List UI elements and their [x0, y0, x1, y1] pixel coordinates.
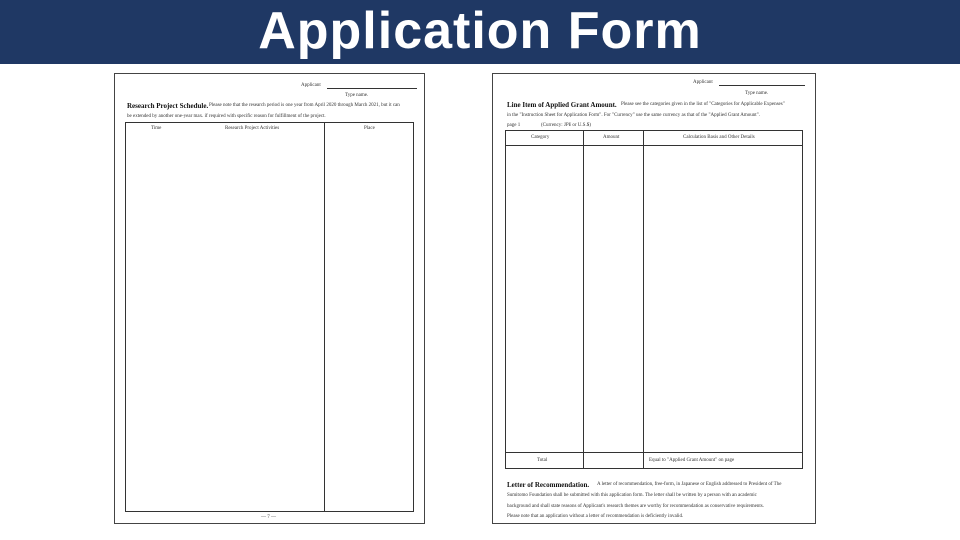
type-name-label: Type name.: [745, 91, 769, 96]
recommendation-line-1: A letter of recommendation, free-form, in Japanese or English addressed to President of The: [597, 482, 782, 487]
recommendation-heading: Letter of Recommendation.: [507, 481, 590, 489]
column-header-category: Category: [531, 135, 550, 140]
column-header-place: Place: [364, 126, 375, 131]
grant-table-header-rule: [505, 145, 803, 146]
recommendation-line-3: background and shall state reasons of Applicant's research themes are worthy for recommendation as conservative requirements.: [507, 504, 764, 509]
section-heading: Line Item of Applied Grant Amount.: [507, 101, 617, 109]
grant-table-total-rule: [505, 452, 803, 453]
grant-table: [505, 130, 803, 469]
applicant-name-line: [327, 88, 417, 89]
total-label: Total: [537, 458, 548, 463]
schedule-note-line-1: Please note that the research period is one year from April 2020 through March 2021, but it can: [209, 103, 400, 108]
form-page-grant-amount: [492, 73, 816, 524]
grant-table-divider-2: [643, 130, 644, 469]
applicant-label: Applicant: [693, 80, 713, 85]
grant-note-line-2: in the "Instruction Sheet for Application Form". For "Currency" use the same currency as that of the "Applied Grant Amount".: [507, 113, 760, 118]
page-reference: page 1: [507, 123, 521, 128]
type-name-label: Type name.: [345, 93, 369, 98]
schedule-table: [125, 122, 414, 512]
column-header-time: Time: [151, 126, 162, 131]
section-heading: Research Project Schedule.: [127, 102, 209, 110]
column-header-details: Calculation Basis and Other Details: [683, 135, 755, 140]
form-page-schedule: [114, 73, 425, 524]
recommendation-line-4: Please note that an application without a letter of recommendation is deficiently invalid.: [507, 514, 684, 519]
recommendation-line-2: Sumitomo Foundation shall be submitted with this application form. The letter shall be written by a person with an academic: [507, 493, 757, 498]
applicant-label: Applicant: [301, 83, 321, 88]
column-header-activities: Research Project Activities: [225, 126, 280, 131]
page-number: — 7 —: [261, 515, 276, 520]
currency-label: (Currency: JP¥ or U.S.$): [541, 123, 591, 128]
slide-title: Application Form: [258, 2, 702, 60]
grant-table-divider-1: [583, 130, 584, 469]
grant-note-line-1: Please see the categories given in the list of "Categories for Applicable Expenses": [621, 102, 785, 107]
total-note: Equal to "Applied Grant Amount" on page: [649, 458, 735, 463]
schedule-table-divider: [324, 122, 325, 512]
schedule-note-line-2: be extended by another one-year max. if required with specific reason for fulfillment of the project.: [127, 114, 326, 119]
column-header-amount: Amount: [603, 135, 620, 140]
applicant-name-line: [719, 85, 805, 86]
